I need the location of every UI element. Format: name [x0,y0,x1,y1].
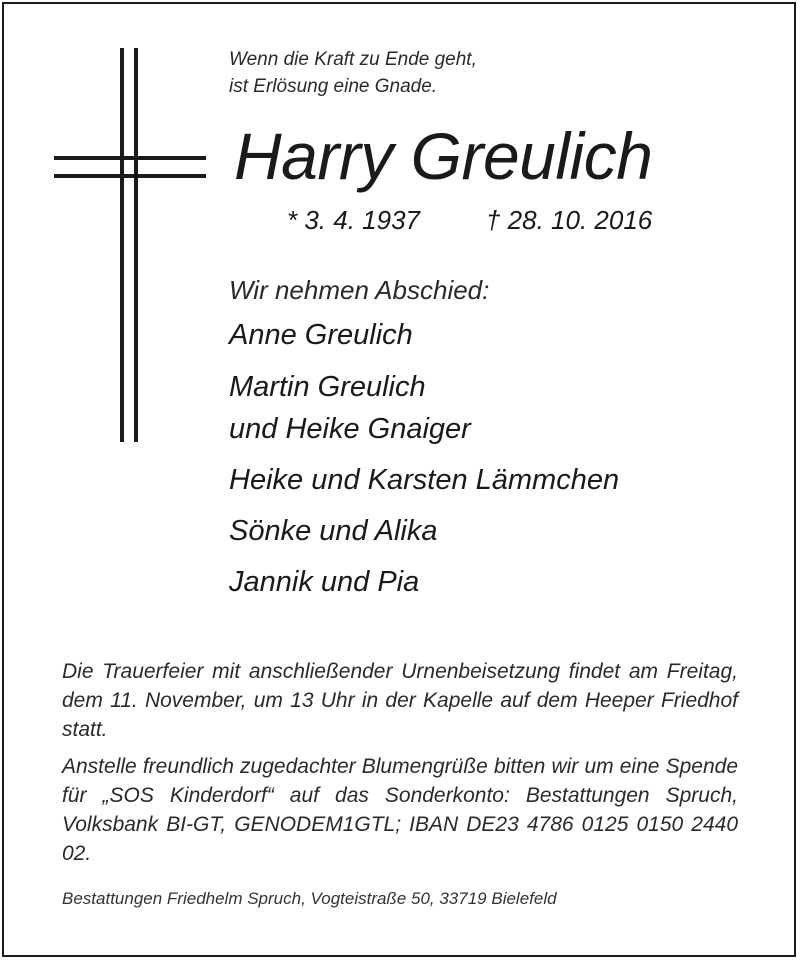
motto [229,46,649,100]
mourner-name: Anne Greulich [229,319,413,351]
cross-icon [54,48,206,442]
mourner-name: Sönke und Alika [229,515,438,547]
mourner-name: Jannik und Pia [229,566,420,598]
donation-notice: Anstelle freundlich zugedachter Blumengrüße bitten wir um eine Spende für „SOS Kinderdorf“ auf das Sonderkonto: Bestattungen Spruch, Volksbank BI-GT, GENODEM1GTL; IBAN DE23 4786 0125 0150 2440 02. [62,755,738,865]
mourner-name: Martin Greulich [229,371,426,403]
motto-line-2: ist Erlösung eine Gnade. [229,76,438,97]
motto-line-1: Wenn die Kraft zu Ende geht, [229,49,477,70]
mourner-name: und Heike Gnaiger [229,413,471,445]
death-date: † 28. 10. 2016 [486,205,653,235]
birth-date: * 3. 4. 1937 [287,205,420,235]
ceremony-notice: Die Trauerfeier mit anschließender Urnenbeisetzung findet am Freitag, dem 11. November, um 13 Uhr in der Kapelle auf dem Heeper Friedhof statt. [62,660,738,741]
deceased-name: Harry Greulich [234,119,653,193]
farewell-intro: Wir nehmen Abschied: [229,275,490,305]
mourner-name: Heike und Karsten Lämmchen [229,464,620,496]
undertaker-address: Bestattungen Friedhelm Spruch, Vogteistraße 50, 33719 Bielefeld [62,889,557,908]
